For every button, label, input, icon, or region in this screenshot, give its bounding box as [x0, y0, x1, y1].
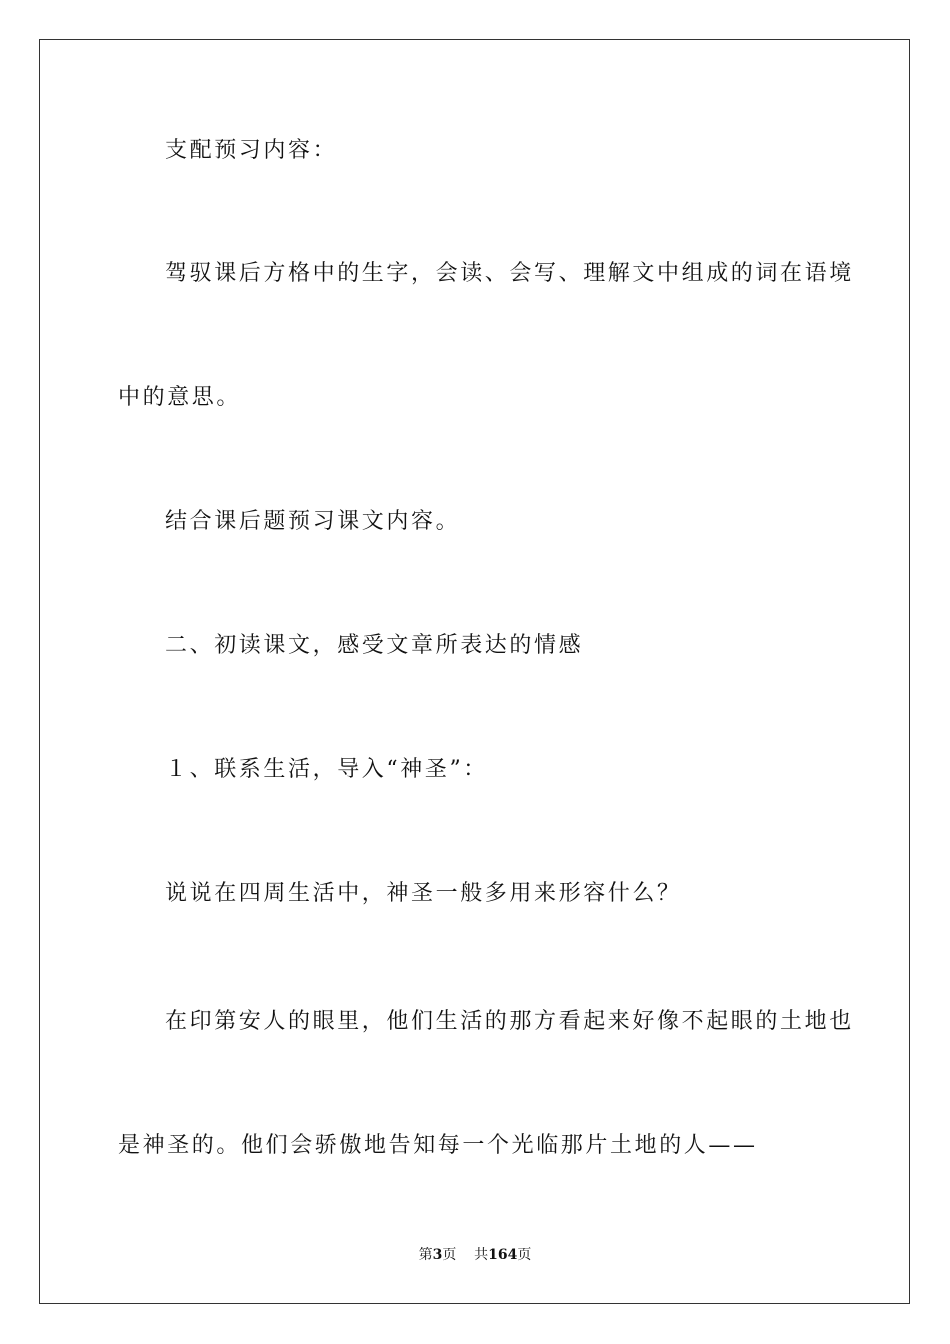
page-border [39, 39, 910, 1304]
paragraph-line: 在印第安人的眼里，他们生活的那方看起来好像不起眼的土地也 [165, 1009, 854, 1034]
footer-total-prefix: 共 [474, 1247, 489, 1263]
paragraph-line: 驾驭课后方格中的生字，会读、会写、理解文中组成的词在语境 [165, 261, 854, 286]
paragraph-line: １、联系生活，导入“神圣”： [165, 757, 488, 782]
paragraph-line: 结合课后题预习课文内容。 [165, 509, 461, 534]
paragraph-line: 中的意思。 [118, 385, 242, 410]
footer-page-suffix: 页 [442, 1247, 457, 1263]
paragraph-line: 说说在四周生活中，神圣一般多用来形容什么？ [165, 881, 682, 906]
footer-total-suffix: 页 [517, 1247, 532, 1263]
footer-page-prefix: 第 [418, 1247, 433, 1263]
page-footer [0, 1245, 950, 1265]
paragraph-line: 是神圣的。他们会骄傲地告知每一个光临那片土地的人—— [118, 1133, 758, 1158]
footer-page-number: 3 [432, 1247, 443, 1263]
paragraph-line: 支配预习内容： [165, 138, 338, 163]
footer-total-pages: 164 [488, 1247, 518, 1263]
section-heading: 二、初读课文，感受文章所表达的情感 [165, 633, 584, 658]
